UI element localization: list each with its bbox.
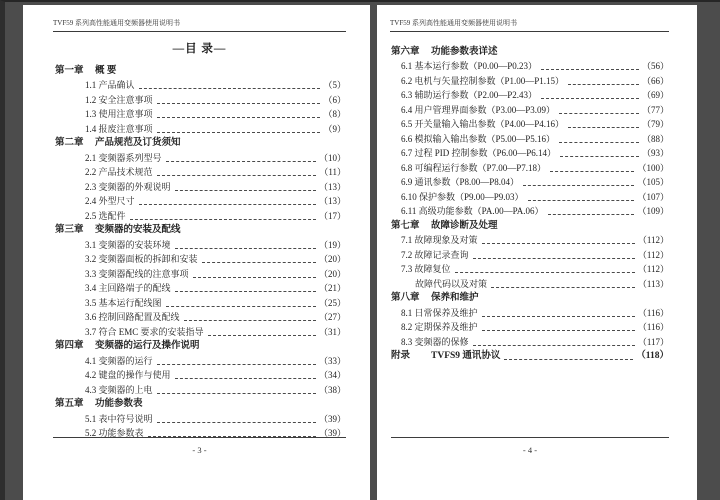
dot-leader <box>157 175 317 176</box>
dot-leader <box>175 378 316 379</box>
dot-leader <box>175 291 316 292</box>
footer-page-number: - 4 - <box>522 445 538 455</box>
entry-page-number: （9） <box>323 123 346 134</box>
toc-entry <box>53 280 346 295</box>
toc-entry <box>53 323 346 338</box>
dot-leader <box>491 287 635 288</box>
toc-chapter-row <box>53 338 346 353</box>
entry-label: 6.2 电机与矢量控制参数（P1.00—P1.15） <box>401 75 565 86</box>
entry-label: 1.4 报废注意事项 <box>85 123 153 134</box>
entry-label: 3.7 符合 EMC 要求的安装指导 <box>85 326 204 337</box>
dot-leader <box>166 306 316 307</box>
entry-page-number: （20） <box>318 268 346 279</box>
chapter-title: 故障诊断及处理 <box>431 220 498 231</box>
entry-page-number: （19） <box>318 239 346 250</box>
dot-leader <box>541 69 639 70</box>
chapter-number: 附录 <box>391 351 411 361</box>
chapter-title: 功能参数表 <box>95 399 143 409</box>
dot-leader <box>139 204 316 205</box>
entry-page-number: （20） <box>318 254 346 264</box>
chapter-title: 功能参数表详述 <box>431 46 498 57</box>
entry-page-number: （6） <box>323 94 346 105</box>
entry-label: 3.6 控制回路配置及配线 <box>85 312 180 322</box>
chapter-number: 第五章 <box>55 399 84 409</box>
page-footer <box>391 437 669 455</box>
entry-page-number: （17） <box>318 210 346 221</box>
toc-entry <box>53 265 346 280</box>
chapter-number: 第六章 <box>391 46 420 57</box>
toc-entry <box>53 149 346 164</box>
entry-label: 3.4 主回路端子的配线 <box>85 283 171 293</box>
entry-label: 6.6 模拟输入输出参数（P5.00—P5.16） <box>401 133 556 144</box>
toc-entry <box>390 261 669 276</box>
toc-entry <box>53 381 346 396</box>
entry-label: 3.5 基本运行配线图 <box>85 297 162 308</box>
toc-entry <box>390 101 669 116</box>
toc-entry <box>390 319 669 334</box>
entry-page-number: （56） <box>641 61 669 71</box>
toc-entry <box>53 207 346 222</box>
dot-leader <box>202 262 316 263</box>
toc-entry <box>53 251 346 266</box>
entry-label: 4.1 变频器的运行 <box>85 355 153 366</box>
dot-leader <box>166 161 316 162</box>
chapter-number: 第七章 <box>391 220 420 231</box>
dot-leader <box>175 248 316 249</box>
dot-leader <box>523 185 634 186</box>
toc-entry <box>390 188 669 203</box>
entry-page-number: （77） <box>641 104 669 115</box>
entry-label: 6.8 可编程运行参数（P7.00—P7.18） <box>401 162 547 173</box>
dot-leader <box>550 171 634 172</box>
dot-leader <box>157 117 321 118</box>
toc-entry <box>53 106 346 121</box>
dot-leader <box>528 200 635 201</box>
dot-leader <box>157 132 321 133</box>
toc-entry <box>390 58 669 73</box>
entry-page-number: （27） <box>318 312 346 322</box>
entry-label: 8.1 日常保养及维护 <box>401 307 478 318</box>
toc-entry <box>53 178 346 193</box>
toc-chapter-row <box>390 43 669 58</box>
entry-label: 5.2 功能参数表 <box>85 428 144 438</box>
running-header-text: TVF59 系列高性能通用变频器使用说明书 <box>53 19 180 27</box>
page-3-content <box>23 5 370 500</box>
entry-page-number: （118） <box>636 351 669 361</box>
toc-entry <box>390 72 669 87</box>
dot-leader <box>193 277 316 278</box>
dot-leader <box>548 214 635 215</box>
dot-leader <box>560 156 639 157</box>
entry-page-number: （116） <box>637 322 669 332</box>
toc-entry <box>53 164 346 179</box>
entry-page-number: （13） <box>318 181 346 192</box>
entry-page-number: （13） <box>318 196 346 206</box>
toc-entry <box>53 91 346 106</box>
entry-page-number: （105） <box>637 177 669 187</box>
entry-page-number: （21） <box>318 283 346 293</box>
toc-chapter-row <box>53 135 346 150</box>
entry-page-number: （117） <box>637 336 669 347</box>
entry-label: 5.1 表中符号说明 <box>85 413 153 424</box>
toc-chapter-row <box>53 222 346 237</box>
toc-title: —目 录— <box>172 43 227 55</box>
chapter-number: 第三章 <box>55 225 84 235</box>
chapter-number: 第八章 <box>391 293 420 303</box>
page-4-content <box>377 5 697 500</box>
entry-page-number: （112） <box>637 249 669 260</box>
toc-chapter-row <box>390 217 669 232</box>
entry-label: 7.3 故障复位 <box>401 264 451 274</box>
entry-label: 1.3 使用注意事项 <box>85 109 153 119</box>
dot-leader <box>455 272 635 273</box>
entry-label: 2.2 产品技术规范 <box>85 167 153 177</box>
entry-page-number: （38） <box>318 384 346 395</box>
toc-entry <box>390 145 669 160</box>
toc-entry <box>390 275 669 290</box>
entry-page-number: （31） <box>318 326 346 337</box>
chapter-number: 第一章 <box>55 65 84 76</box>
dot-leader <box>157 393 316 394</box>
entry-label: 6.10 保护参数（P9.00—P9.03） <box>401 191 524 202</box>
toc-entry <box>390 87 669 102</box>
entry-page-number: （11） <box>319 167 346 177</box>
entry-label: 4.3 变频器的上电 <box>85 384 153 395</box>
entry-page-number: （66） <box>641 75 669 86</box>
toc-chapter-row <box>53 62 346 77</box>
entry-label: 8.3 变频器的保修 <box>401 336 469 347</box>
entry-label: 2.1 变频器系列型号 <box>85 152 162 163</box>
toc-entry <box>390 116 669 131</box>
dot-leader <box>157 103 321 104</box>
entry-page-number: （25） <box>318 297 346 308</box>
dot-leader <box>568 84 639 85</box>
chapter-title: 产品规范及订货须知 <box>95 138 181 148</box>
dot-leader <box>175 190 316 191</box>
toc-entry <box>390 159 669 174</box>
toc-entry <box>390 232 669 247</box>
entry-page-number: （10） <box>318 152 346 163</box>
dot-leader <box>473 258 635 259</box>
entry-page-number: （116） <box>637 307 669 318</box>
entry-label: 6.5 开关量输入输出参数（P4.00—P4.16） <box>401 119 565 129</box>
entry-page-number: （88） <box>641 133 669 144</box>
entry-page-number: （5） <box>323 80 346 90</box>
running-header <box>390 18 669 32</box>
chapter-title: 变频器的安装及配线 <box>95 225 181 235</box>
toc-entry <box>390 246 669 261</box>
toc-entry <box>53 367 346 382</box>
document-page-3 <box>23 5 370 500</box>
entry-page-number: （8） <box>323 109 346 119</box>
toc-entry <box>53 193 346 208</box>
entry-page-number: （39） <box>318 428 346 438</box>
chapter-number: 第二章 <box>55 138 84 148</box>
entry-label: 3.2 变频器面板的拆卸和安装 <box>85 254 198 264</box>
entry-label: 7.2 故障记录查询 <box>401 249 469 260</box>
entry-label: 3.3 变频器配线的注意事项 <box>85 268 189 279</box>
dot-leader <box>559 113 639 114</box>
entry-page-number: （112） <box>637 235 669 245</box>
dot-leader <box>130 219 316 220</box>
document-page-4 <box>377 5 697 500</box>
entry-page-number: （69） <box>641 90 669 100</box>
entry-label: 6.4 用户管理界面参数（P3.00—P3.09） <box>401 104 556 115</box>
entry-label: 2.4 外型尺寸 <box>85 196 135 206</box>
dot-leader <box>541 98 639 99</box>
entry-label: 4.2 键盘的操作与使用 <box>85 370 171 380</box>
toc-entry <box>390 174 669 189</box>
entry-label: 6.1 基本运行参数（P0.00—P0.23） <box>401 61 538 71</box>
entry-page-number: （39） <box>318 413 346 424</box>
toc-entry <box>53 410 346 425</box>
toc-entry <box>390 203 669 218</box>
entry-label: 3.1 变频器的安装环境 <box>85 239 171 250</box>
toc-entry <box>53 309 346 324</box>
chapter-title: 保养和维护 <box>431 293 479 303</box>
toc-entry <box>53 352 346 367</box>
entry-label: 6.11 高级功能参数（PA.00—PA.06） <box>401 206 544 216</box>
page-footer <box>53 437 346 455</box>
entry-page-number: （93） <box>641 148 669 158</box>
dot-leader <box>559 142 639 143</box>
dot-leader <box>504 359 633 360</box>
chapter-number: 第四章 <box>55 341 84 351</box>
dot-leader <box>139 88 321 89</box>
dot-leader <box>157 364 316 365</box>
toc-chapter-row <box>390 348 669 363</box>
dot-leader <box>184 320 316 321</box>
toc-entry <box>390 333 669 348</box>
entry-page-number: （107） <box>637 191 669 202</box>
entry-label: 6.9 通讯参数（P8.00—P8.04） <box>401 177 520 187</box>
dot-leader <box>568 127 639 128</box>
entry-label: 2.3 变频器的外观说明 <box>85 181 171 192</box>
entry-label: 故障代码以及对策 <box>415 278 488 289</box>
entry-label: 2.5 选配件 <box>85 210 126 221</box>
chapter-title: 变频器的运行及操作说明 <box>95 341 200 351</box>
dot-leader <box>482 316 635 317</box>
chapter-title: 概 要 <box>95 65 117 76</box>
dot-leader <box>473 345 635 346</box>
entry-label: 1.2 安全注意事项 <box>85 94 153 105</box>
toc-entry <box>390 304 669 319</box>
running-header <box>53 18 346 32</box>
entry-page-number: （113） <box>637 278 669 289</box>
entry-label: 7.1 故障现象及对策 <box>401 235 478 245</box>
entry-label: 1.1 产品确认 <box>85 80 135 90</box>
toc-entry <box>53 77 346 92</box>
toc-entry <box>390 130 669 145</box>
dot-leader <box>157 422 316 423</box>
entry-page-number: （34） <box>318 370 346 380</box>
running-header-text: TVF59 系列高性能通用变频器使用说明书 <box>390 19 517 27</box>
chapter-title: TVFS9 通讯协议 <box>431 351 501 361</box>
entry-label: 6.7 过程 PID 控制参数（P6.00—P6.14） <box>401 148 557 158</box>
dot-leader <box>208 335 316 336</box>
entry-label: 6.3 辅助运行参数（P2.00—P2.43） <box>401 90 538 100</box>
toc-list-page-4 <box>390 43 669 362</box>
entry-page-number: （33） <box>318 355 346 366</box>
entry-page-number: （112） <box>637 264 669 274</box>
footer-rule <box>53 437 346 438</box>
dot-leader <box>482 330 635 331</box>
toc-chapter-row <box>390 290 669 305</box>
toc-entry <box>53 120 346 135</box>
footer-rule <box>391 437 669 438</box>
dot-leader <box>482 243 635 244</box>
toc-entry <box>53 294 346 309</box>
toc-list-page-3 <box>53 62 346 439</box>
entry-label: 8.2 定期保养及维护 <box>401 322 478 332</box>
entry-page-number: （100） <box>637 162 669 173</box>
footer-page-number: - 3 - <box>192 445 207 455</box>
toc-entry <box>53 236 346 251</box>
toc-chapter-row <box>53 396 346 411</box>
entry-page-number: （79） <box>641 119 669 129</box>
entry-page-number: （109） <box>637 206 669 216</box>
